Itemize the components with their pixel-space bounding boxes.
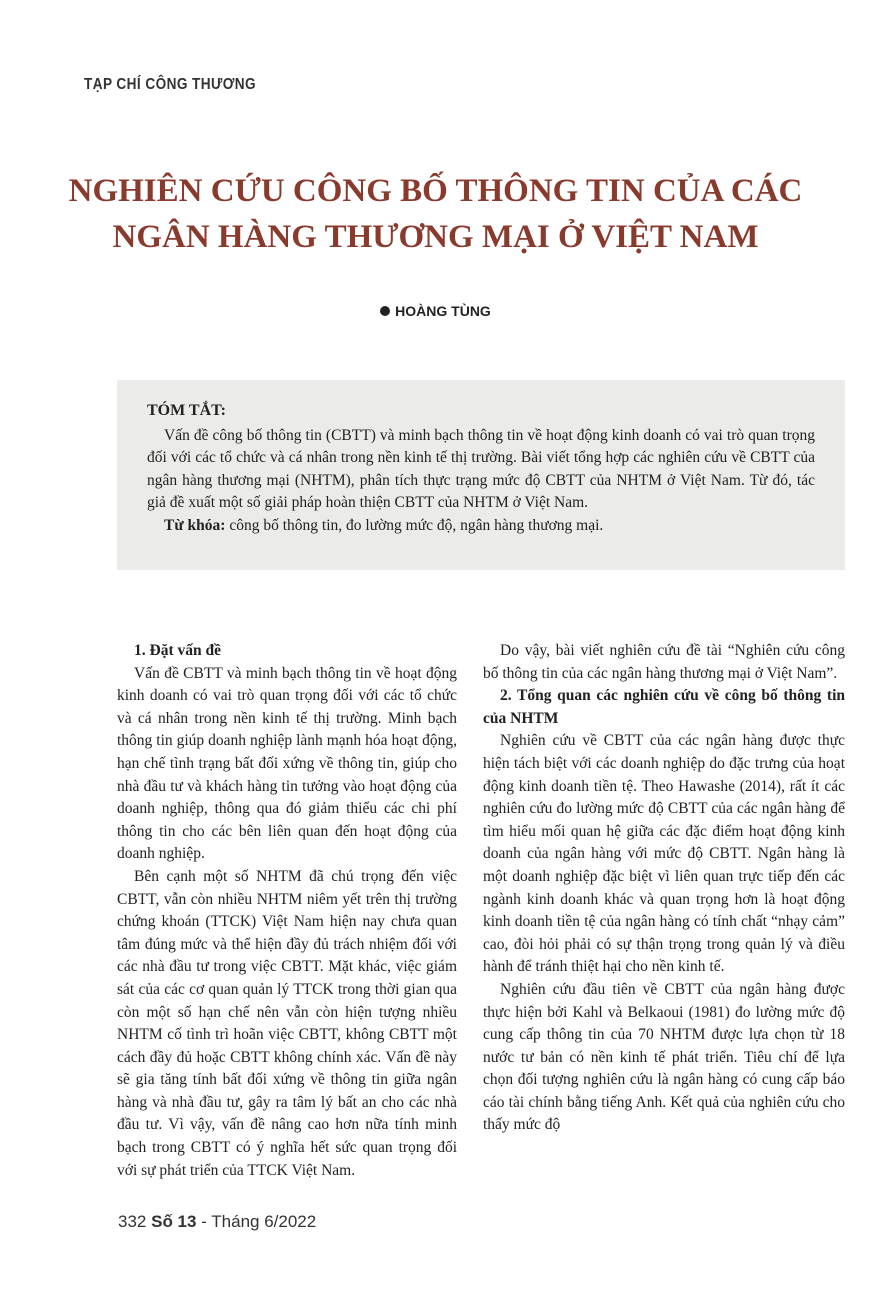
paragraph: Vấn đề CBTT và minh bạch thông tin về hoạt động kinh doanh có vai trò quan trọng đối với các tổ chức và cá nhân trong nền kinh tế thị trường. Minh bạch thông tin giúp doanh nghiệp lành mạnh hóa hoạt động, hạn chế tình trạng bất đối xứng về thông tin, giúp cho nhà đầu tư và khách hàng tin tưởng vào hoạt động của doanh nghiệp, thông qua đó giảm thiểu các chi phí thông tin cho các bên liên quan đến hoạt động của doanh nghiệp. — [117, 664, 457, 863]
left-column — [117, 640, 457, 1182]
paragraph: Nghiên cứu về CBTT của các ngân hàng được thực hiện tách biệt với các doanh nghiệp do đặc trưng của hoạt động kinh doanh tiền tệ. Theo Hawashe (2014), rất ít các nghiên cứu đo lường mức độ CBTT của các ngân hàng để tìm hiểu mối quan hệ giữa các đặc điểm hoạt động kinh doanh của ngân hàng với mức độ CBTT. Ngân hàng là một doanh nghiệp đặc biệt vì liên quan trực tiếp đến các ngành kinh doanh khác và quan trọng hơn là hoạt động kinh doanh tiền tệ của ngân hàng có tính chất “nhạy cảm” cao, đòi hỏi phải có sự thận trọng trong quản lý và điều hành để tránh thiệt hại cho nền kinh tế. — [483, 732, 845, 976]
abstract-heading: TÓM TẮT: — [147, 402, 226, 419]
title-line-1: NGHIÊN CỨU CÔNG BỐ THÔNG TIN CỦA CÁC — [68, 173, 803, 209]
paragraph: Do vậy, bài viết nghiên cứu đề tài “Nghiên cứu công bố thông tin của các ngân hàng thương mại ở Việt Nam”. — [483, 642, 845, 682]
right-column — [483, 640, 845, 1137]
section-2-heading: 2. Tổng quan các nghiên cứu về công bố thông tin của NHTM — [483, 687, 845, 727]
paragraph: Nghiên cứu đầu tiên về CBTT của ngân hàng được thực hiện bởi Kahl và Belkaoui (1981) đo lường mức độ cung cấp thông tin của 70 NHTM được lựa chọn từ 18 nước tư bản có nền kinh tế phát triển. Tiêu chí để lựa chọn đối tượng nghiên cứu là ngân hàng có cung cấp báo cáo tài chính bằng tiếng Anh. Kết quả của nghiên cứu cho thấy mức độ — [483, 980, 845, 1134]
author-name: HOÀNG TÙNG — [395, 303, 491, 319]
page-footer — [118, 1212, 316, 1232]
keywords-text: công bố thông tin, đo lường mức độ, ngân hàng thương mại. — [225, 516, 604, 534]
keywords — [147, 515, 815, 538]
paragraph: Bên cạnh một số NHTM đã chú trọng đến việc CBTT, vẫn còn nhiều NHTM niêm yết trên thị trường chứng khoán (TTCK) Việt Nam hiện nay chưa quan tâm đúng mức và thể hiện đầy đủ trách nhiệm đối với các nhà đầu tư trong việc CBTT. Mặt khác, việc giám sát của các cơ quan quản lý TTCK trong thời gian qua còn một số hạn chế nên vẫn còn hiện tượng nhiều NHTM cố tình trì hoãn việc CBTT, không CBTT một cách đầy đủ hoặc CBTT không chính xác. Vấn đề này sẽ gia tăng tính bất đối xứng về thông tin giữa ngân hàng và nhà đầu tư, gây ra tâm lý bất an cho các nhà đầu tư. Vì vậy, vấn đề nâng cao hơn nữa tính minh bạch trong CBTT có ý nghĩa hết sức quan trọng đối với sự phát triển của TTCK Việt Nam. — [117, 867, 457, 1179]
issue-date: - Tháng 6/2022 — [196, 1212, 317, 1231]
section-1-heading: 1. Đặt vấn đề — [134, 642, 222, 659]
page-number: 332 — [118, 1212, 147, 1231]
title-line-2: NGÂN HÀNG THƯƠNG MẠI Ở VIỆT NAM — [112, 219, 759, 255]
author — [0, 303, 871, 319]
bullet-icon — [380, 306, 390, 316]
journal-name: TẠP CHÍ CÔNG THƯƠNG — [84, 76, 257, 93]
abstract-box — [117, 380, 845, 570]
article-title — [40, 168, 831, 260]
abstract-text: Vấn đề công bố thông tin (CBTT) và minh bạch thông tin về hoạt động kinh doanh có vai trò quan trọng đối với các tổ chức và cá nhân trong nền kinh tế thị trường. Bài viết tổng hợp các nghiên cứu về CBTT của ngân hàng thương mại (NHTM), phân tích thực trạng mức độ CBTT của NHTM ở Việt Nam. Từ đó, tác giả đề xuất một số giải pháp hoàn thiện CBTT của NHTM ở Việt Nam. — [147, 426, 815, 511]
issue-number: Số 13 — [151, 1212, 197, 1231]
keywords-label: Từ khóa: — [164, 516, 226, 534]
